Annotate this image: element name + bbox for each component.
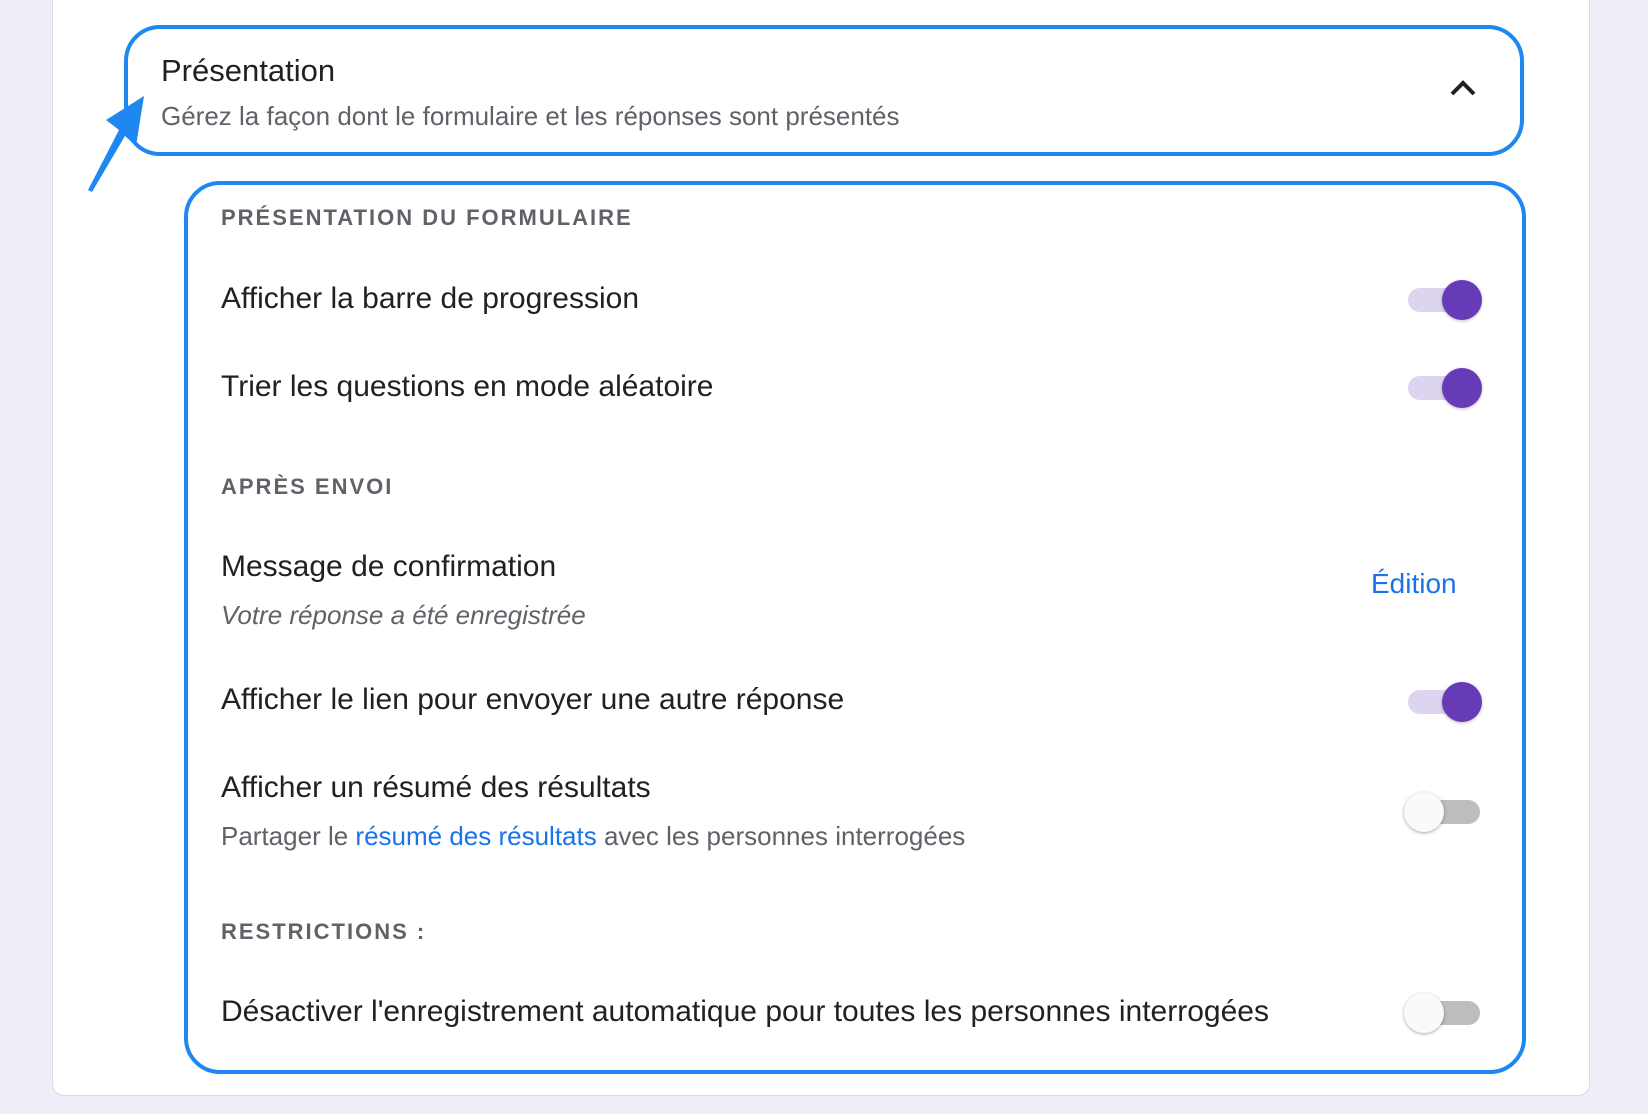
edit-confirmation-button[interactable]: Édition xyxy=(1371,568,1457,599)
presentation-subtitle: Gérez la façon dont le formulaire et les réponses sont présentés xyxy=(161,101,900,131)
disable-autosave-label: Désactiver l'enregistrement automatique pour toutes les personnes interrogées xyxy=(221,995,1269,1028)
shuffle-questions-label: Trier les questions en mode aléatoire xyxy=(221,370,714,403)
section-label-after-submit: APRÈS ENVOI xyxy=(221,474,394,499)
confirmation-message-text: Votre réponse a été enregistrée xyxy=(221,600,586,630)
section-label-restrictions: RESTRICTIONS : xyxy=(221,919,427,944)
progress-bar-label: Afficher la barre de progression xyxy=(221,282,640,315)
results-summary-label: Afficher un résumé des résultats xyxy=(221,771,651,804)
header-highlight-box xyxy=(124,25,1524,156)
options-highlight-box xyxy=(184,181,1526,1074)
summary-desc-suffix: avec les personnes interrogées xyxy=(596,821,966,851)
section-label-form-presentation: PRÉSENTATION DU FORMULAIRE xyxy=(221,205,633,230)
presentation-title: Présentation xyxy=(161,53,336,88)
another-response-label: Afficher le lien pour envoyer une autre réponse xyxy=(221,683,845,716)
summary-desc-prefix: Partager le xyxy=(221,821,356,851)
confirmation-message-label: Message de confirmation xyxy=(221,550,557,583)
annotation-arrow-icon xyxy=(86,94,150,194)
results-summary-link[interactable]: résumé des résultats xyxy=(355,821,597,851)
